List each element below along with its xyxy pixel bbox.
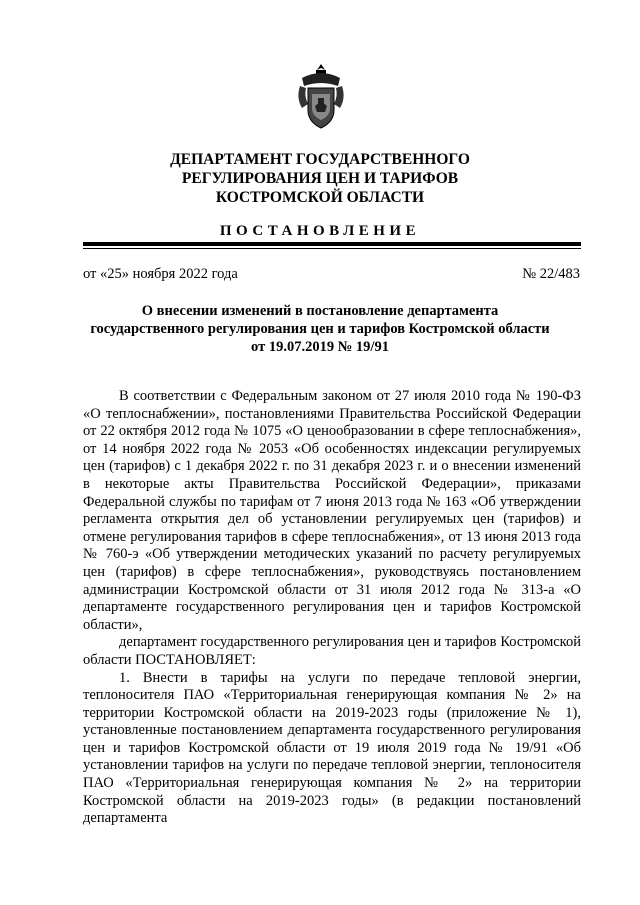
department-title [0,150,640,207]
subject-line3: от 19.07.2019 № 19/91 [251,339,389,355]
document-number: № 22/483 [522,266,580,282]
body-paragraph-resolves: департамент государственного регулирования цен и тарифов Костромской области ПОСТАНОВЛЯЕТ: [83,634,581,668]
subject-line2: государственного регулирования цен и тарифов Костромской области [90,321,550,337]
document-type: ПОСТАНОВЛЕНИЕ [219,223,421,239]
document-date: от «25» ноября 2022 года [83,266,238,282]
body-paragraph-item-1: 1. Внести в тарифы на услуги по передаче тепловой энергии, теплоносителя ПАО «Территориальная генерирующая компания № 2» на территории Костромской области на 2019-2023 годы (приложение № 1), установленные постановлением департамента государственного регулирования цен и тарифов Костромской области от 19 июля 2019 года № 19/91 «Об установлении тарифов на услуги по передаче тепловой энергии, теплоносителя ПАО «Территориальная генерирующая компания № 2» на территории Костромской области на 2019-2023 годы» (в редакции постановлений департамента [83,669,581,827]
subject-line1: О внесении изменений в постановление департамента [141,303,499,319]
body-paragraph-preamble: В соответствии с Федеральным законом от 27 июля 2010 года № 190-ФЗ «О теплоснабжении», постановлениями Правительства Российской Федерации от 22 октября 2012 года № 1075 «О ценообразовании в сфере теплоснабжения», от 14 ноября 2022 года № 2053 «Об особенностях индексации регулируемых цен (тарифов) с 1 декабря 2022 г. по 31 декабря 2023 г. и о внесении изменений в некоторые акты Правительства Российской Федерации», приказами Федеральной службы по тарифам от 7 июня 2013 года № 163 «Об утверждении регламента открытия дел об установлении регулируемых цен (тарифов) и отмене регулирования тарифов в сфере теплоснабжения», от 13 июня 2013 года № 760-э «Об утверждении методических указаний по расчету регулируемых цен (тарифов) в сфере теплоснабжения», руководствуясь постановлением администрации Костромской области от 31 июля 2012 года № 313-а «О департаменте государственного регулирования цен и тарифов Костромской области», [83,388,581,633]
header-divider-thick [83,242,581,246]
department-title-line3: КОСТРОМСКОЙ ОБЛАСТИ [215,189,425,206]
coat-of-arms-emblem [294,62,348,132]
document-subject [60,302,580,356]
header-divider-thin [83,248,581,249]
department-title-line1: ДЕПАРТАМЕНТ ГОСУДАРСТВЕННОГО [170,151,470,168]
document-body [83,388,581,828]
department-title-line2: РЕГУЛИРОВАНИЯ ЦЕН И ТАРИФОВ [181,170,459,187]
